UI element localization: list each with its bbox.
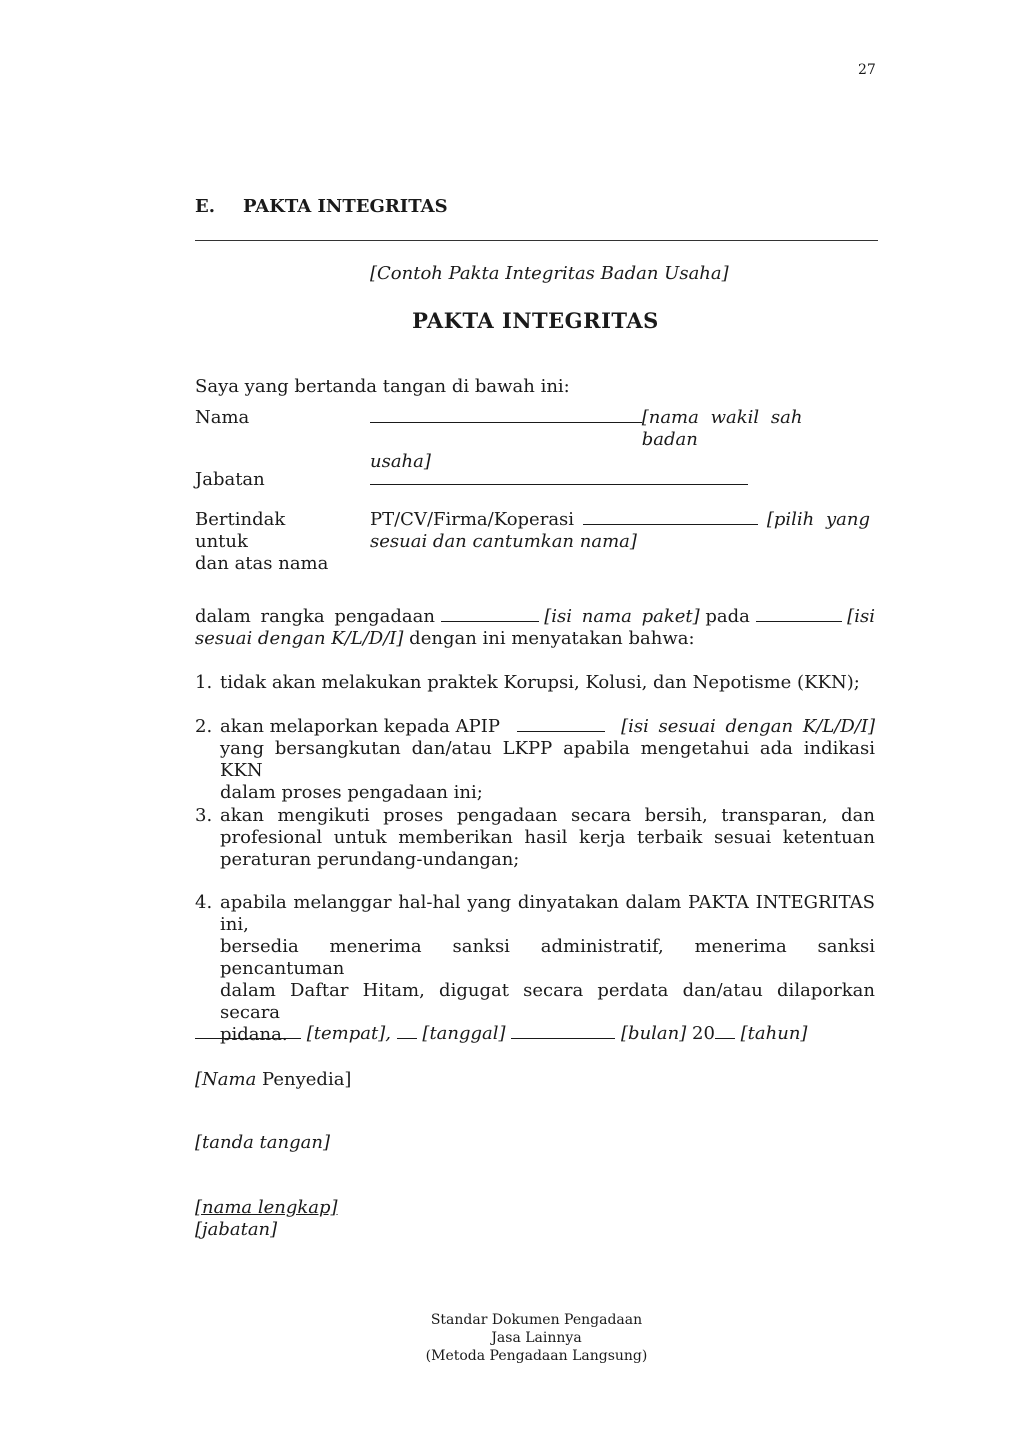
nama-penyedia-rest: Penyedia]	[262, 1069, 352, 1090]
item2-line3: dalam proses pengadaan ini;	[220, 782, 483, 803]
bertindak-blank	[583, 510, 758, 525]
para-hint-1: [isi nama paket]	[544, 606, 700, 627]
nama-hint-cont: usaha]	[370, 451, 431, 472]
jabatan-signature: [jabatan]	[195, 1219, 278, 1240]
para-text-1: dalam rangka pengadaan	[195, 606, 435, 627]
item4-line1: apabila melanggar hal-hal yang dinyatakan dalam PAKTA INTEGRITAS ini,	[220, 892, 875, 935]
item4-line4: pidana.	[220, 1024, 288, 1045]
year-prefix: 20	[692, 1023, 715, 1044]
item3-line2: profesional untuk memberikan hasil kerja terbaik sesuai ketentuan	[220, 827, 875, 848]
bulan-blank	[511, 1024, 615, 1039]
item4-line2: bersedia menerima sanksi administratif, menerima sanksi pencantuman	[220, 936, 875, 979]
tanggal-hint: [tanggal]	[422, 1023, 506, 1044]
section-letter: E.	[195, 196, 215, 217]
section-heading	[195, 196, 448, 217]
nama-lengkap: [nama lengkap]	[195, 1197, 338, 1218]
bertindak-label-line2: untuk	[195, 531, 248, 552]
nama-field	[370, 407, 870, 473]
nama-hint: [nama wakil sah badan	[641, 407, 803, 450]
bertindak-hint: [pilih yang	[766, 509, 870, 530]
list-item: tidak akan melakukan praktek Korupsi, Kolusi, dan Nepotisme (KKN);	[220, 672, 860, 693]
tempat-hint: [tempat],	[306, 1023, 391, 1044]
jabatan-field	[370, 469, 870, 491]
page-number: 27	[858, 62, 876, 78]
item2-line2: yang bersangkutan dan/atau LKPP apabila mengetahui ada indikasi KKN	[220, 738, 875, 781]
para-text-3: dengan ini menyatakan bahwa:	[409, 628, 695, 649]
list-item-number: 4.	[195, 892, 213, 913]
item2-text: akan melaporkan kepada APIP	[220, 716, 500, 737]
tahun-hint: [tahun]	[740, 1023, 808, 1044]
bertindak-label	[195, 509, 328, 575]
list-item	[220, 716, 875, 804]
item4-line3: dalam Daftar Hitam, digugat secara perdata dan/atau dilaporkan secara	[220, 980, 875, 1023]
bertindak-hint-cont: sesuai dan cantumkan nama]	[370, 531, 637, 552]
tempat-blank	[195, 1024, 301, 1039]
item3-line1: akan mengikuti proses pengadaan secara bersih, transparan, dan	[220, 805, 875, 826]
tanggal-blank	[397, 1024, 417, 1039]
bertindak-prefix: PT/CV/Firma/Koperasi	[370, 509, 575, 530]
list-item-number: 1.	[195, 672, 213, 693]
para-blank-2	[756, 607, 842, 622]
item2-hint: [isi sesuai dengan K/L/D/I]	[621, 716, 875, 737]
footer-line2: Jasa Lainnya	[491, 1330, 582, 1346]
item3-line3: peraturan perundang-undangan;	[220, 849, 520, 870]
footer	[0, 1311, 1024, 1365]
jabatan-blank	[370, 470, 748, 485]
bertindak-label-line1: Bertindak	[195, 509, 286, 530]
nama-blank	[370, 408, 642, 423]
list-item	[220, 805, 875, 871]
nama-label: Nama	[195, 407, 250, 428]
nama-penyedia	[195, 1069, 351, 1091]
bertindak-field	[370, 509, 870, 553]
bertindak-label-line3: dan atas nama	[195, 553, 329, 574]
list-item-number: 2.	[195, 716, 213, 737]
horizontal-rule	[195, 240, 878, 241]
para-hint-2: [isi	[847, 606, 875, 627]
intro-text: Saya yang bertanda tangan di bawah ini:	[195, 376, 570, 397]
item2-blank	[517, 717, 605, 732]
para-blank-1	[441, 607, 539, 622]
section-title: PAKTA INTEGRITAS	[243, 196, 448, 217]
jabatan-label: Jabatan	[195, 469, 265, 490]
tanda-tangan: [tanda tangan]	[195, 1132, 330, 1153]
nama-penyedia-italic: [Nama	[195, 1069, 257, 1090]
list-item-number: 3.	[195, 805, 213, 826]
date-line	[195, 1023, 807, 1045]
para-text-2: pada	[705, 606, 750, 627]
footer-line1: Standar Dokumen Pengadaan	[430, 1312, 643, 1328]
footer-line3: (Metoda Pengadaan Langsung)	[425, 1348, 648, 1364]
document-subtitle: [Contoh Pakta Integritas Badan Usaha]	[370, 263, 729, 284]
year-blank	[715, 1024, 735, 1039]
para-hint-3: sesuai dengan K/L/D/I]	[195, 628, 404, 649]
bulan-hint: [bulan]	[621, 1023, 687, 1044]
procurement-paragraph	[195, 606, 875, 650]
document-title: PAKTA INTEGRITAS	[412, 308, 659, 333]
